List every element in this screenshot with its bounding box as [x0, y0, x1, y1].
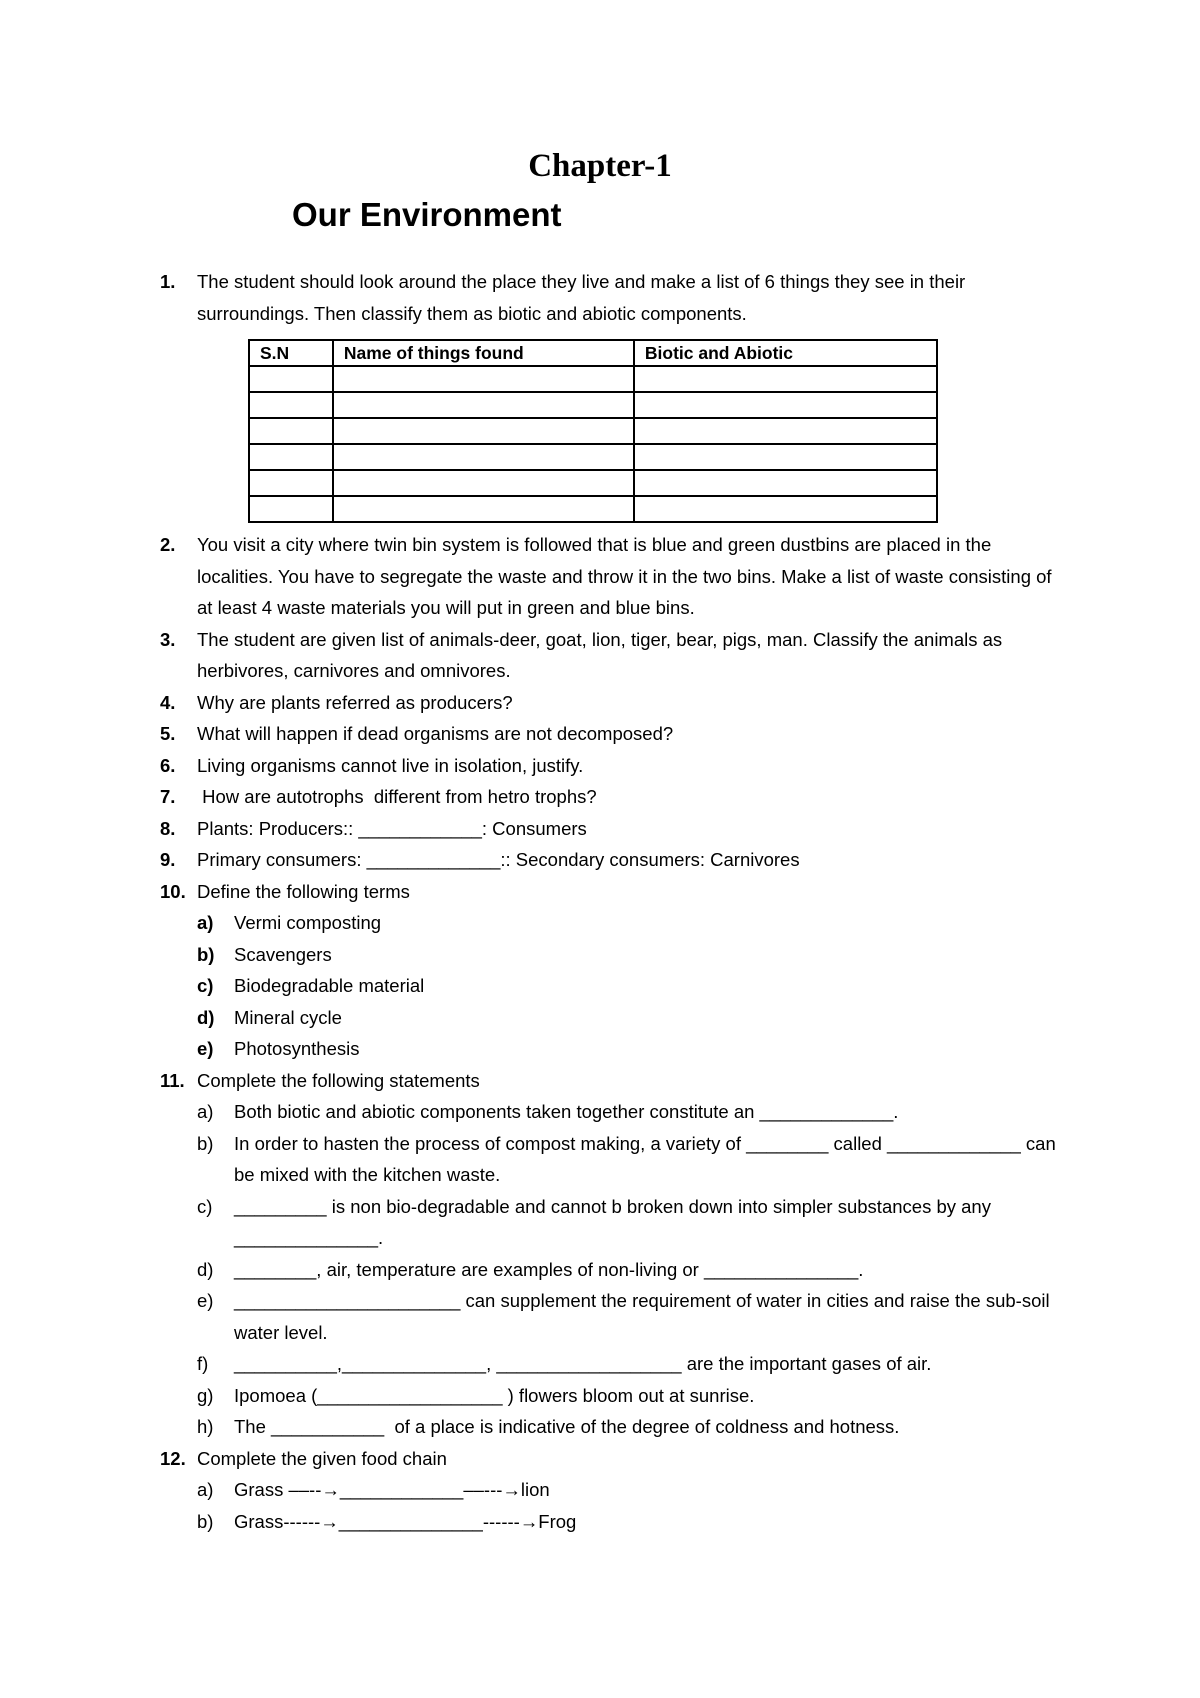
sub-item-text: Ipomoea (__________________ ) flowers bloom out at sunrise. [234, 1384, 755, 1406]
sub-item-text: Biodegradable material [234, 975, 425, 996]
classification-table [248, 339, 938, 523]
question-list [160, 266, 1070, 1537]
question-1 [160, 266, 1070, 329]
sub-item [160, 1506, 1070, 1538]
question-number: 1. [160, 271, 176, 292]
sub-item-text: Both biotic and abiotic components taken together constitute an _____________. [234, 1101, 899, 1122]
sub-item-letter: c) [197, 975, 214, 996]
column-header-name: Name of things found [333, 340, 634, 366]
table-cell[interactable] [333, 366, 634, 392]
table-row [249, 444, 937, 470]
question-number: 4. [160, 691, 176, 713]
sub-item-letter: a) [197, 912, 214, 933]
question-text: Primary consumers: _____________:: Secondary consumers: Carnivores [197, 849, 800, 870]
sub-item [160, 970, 1070, 1002]
question-text: Complete the following statements [197, 1069, 480, 1091]
question-11 [160, 1065, 1070, 1097]
sub-item-letter: c) [197, 1195, 213, 1217]
question-text: How are autotrophs different from hetro trophs? [197, 786, 597, 807]
sub-item-text: Photosynthesis [234, 1038, 360, 1059]
sub-item-text: The ___________ of a place is indicative of the degree of coldness and hotness. [234, 1416, 900, 1437]
sub-item-letter: a) [197, 1101, 214, 1122]
sub-item-letter: d) [197, 1258, 214, 1280]
sub-item [160, 1096, 1070, 1128]
sub-item-letter: e) [197, 1290, 214, 1311]
sub-item-letter: b) [197, 1510, 214, 1532]
table-cell[interactable] [249, 418, 333, 444]
sub-item-letter: b) [197, 943, 215, 965]
table-cell[interactable] [249, 392, 333, 418]
table-cell[interactable] [634, 392, 937, 418]
question-text: Why are plants referred as producers? [197, 691, 513, 713]
sub-item [160, 1285, 1070, 1348]
sub-item-letter: d) [197, 1006, 215, 1028]
question-6 [160, 750, 1070, 782]
sub-item [160, 907, 1070, 939]
question-number: 12. [160, 1447, 186, 1469]
sub-item-text: Grass ––--→____________––---→lion [234, 1479, 550, 1500]
table-row [249, 392, 937, 418]
question-text: Plants: Producers:: ____________: Consumers [197, 817, 587, 839]
table-row [249, 470, 937, 496]
table-cell[interactable] [249, 496, 333, 522]
sub-item [160, 1348, 1070, 1380]
table-row [249, 366, 937, 392]
sub-item-text: _________ is non bio-degradable and cannot b broken down into simpler substances by any ______________. [234, 1195, 991, 1248]
sub-item [160, 939, 1070, 971]
column-header-sn: S.N [249, 340, 333, 366]
table-cell[interactable] [634, 366, 937, 392]
page-title: Our Environment [292, 196, 562, 233]
sub-item [160, 1128, 1070, 1191]
question-2 [160, 529, 1070, 624]
table-row [249, 496, 937, 522]
table-cell[interactable] [634, 418, 937, 444]
question-10 [160, 876, 1070, 908]
table-cell[interactable] [249, 444, 333, 470]
sub-item [160, 1380, 1070, 1412]
question-7 [160, 781, 1070, 813]
table-cell[interactable] [634, 444, 937, 470]
sub-item-text: Vermi composting [234, 912, 382, 933]
sub-item-text: Grass------→______________------→Frog [234, 1510, 577, 1532]
sub-item-text: __________,______________, __________________ are the important gases of air. [234, 1353, 932, 1374]
question-text: Define the following terms [197, 880, 410, 902]
question-number: 9. [160, 849, 176, 870]
question-number: 3. [160, 628, 176, 650]
sub-item [160, 1191, 1070, 1254]
sub-item [160, 1254, 1070, 1286]
table-cell[interactable] [333, 418, 634, 444]
question-text: What will happen if dead organisms are not decomposed? [197, 723, 674, 744]
question-number: 7. [160, 786, 176, 807]
table-cell[interactable] [249, 366, 333, 392]
sub-item [160, 1474, 1070, 1506]
question-text: The student are given list of animals-deer, goat, lion, tiger, bear, pigs, man. Classify the animals as herbivores, carnivores and omnivores. [197, 628, 1003, 681]
question-9 [160, 844, 1070, 876]
question-text: Living organisms cannot live in isolation, justify. [197, 754, 584, 776]
question-number: 8. [160, 817, 176, 839]
table-cell[interactable] [333, 444, 634, 470]
sub-item-letter: e) [197, 1038, 214, 1059]
question-text: The student should look around the place they live and make a list of 6 things they see in their surroundings. Then classify them as biotic and abiotic components. [197, 271, 966, 324]
chapter-heading: Chapter-1 [528, 148, 672, 184]
question-4 [160, 687, 1070, 719]
table-cell[interactable] [634, 496, 937, 522]
sub-item-text: Scavengers [234, 943, 332, 965]
sub-item-text: ________, air, temperature are examples of non-living or _______________. [234, 1258, 864, 1280]
question-3 [160, 624, 1070, 687]
table-header-row [249, 340, 937, 366]
sub-item [160, 1033, 1070, 1065]
sub-item [160, 1002, 1070, 1034]
sub-item-letter: a) [197, 1479, 214, 1500]
sub-item [160, 1411, 1070, 1443]
sub-item-letter: g) [197, 1384, 214, 1406]
table-cell[interactable] [249, 470, 333, 496]
sub-item-letter: h) [197, 1416, 214, 1437]
question-5 [160, 718, 1070, 750]
sub-item-letter: f) [197, 1353, 209, 1374]
question-text: You visit a city where twin bin system is followed that is blue and green dustbins are placed in the localities. You have to segregate the waste and throw it in the two bins. Make a list of waste consisting of at least 4 waste materials you will put in green and blue bins. [197, 534, 1052, 618]
sub-item-text: In order to hasten the process of compost making, a variety of ________ called _____________ can be mixed with the kitchen waste. [234, 1132, 1056, 1185]
column-header-type: Biotic and Abiotic [634, 340, 937, 366]
question-number: 2. [160, 534, 176, 555]
table-cell[interactable] [333, 392, 634, 418]
sub-item-letter: b) [197, 1132, 214, 1154]
sub-item-text: Mineral cycle [234, 1006, 342, 1028]
sub-item-text: ______________________ can supplement the requirement of water in cities and raise the sub-soil water level. [234, 1290, 1050, 1343]
question-number: 6. [160, 754, 176, 776]
table-cell[interactable] [634, 470, 937, 496]
question-number: 5. [160, 723, 176, 744]
table-row [249, 418, 937, 444]
question-number: 10. [160, 880, 186, 902]
question-12 [160, 1443, 1070, 1475]
question-text: Complete the given food chain [197, 1447, 447, 1469]
table-cell[interactable] [333, 470, 634, 496]
question-8 [160, 813, 1070, 845]
question-number: 11. [160, 1069, 185, 1091]
table-cell[interactable] [333, 496, 634, 522]
